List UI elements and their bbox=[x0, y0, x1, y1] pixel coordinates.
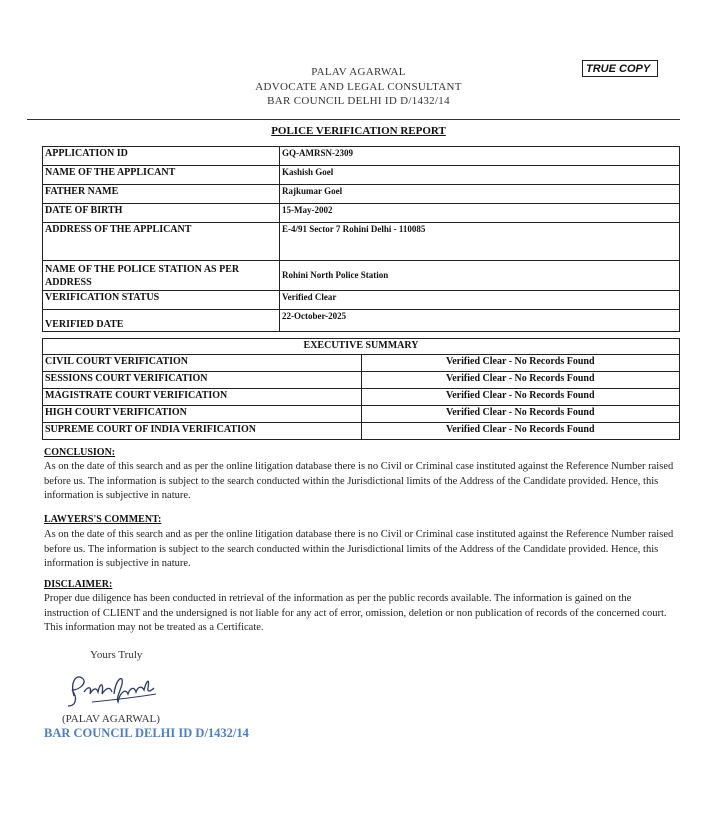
table-row bbox=[43, 147, 680, 166]
applicant-details-table bbox=[42, 146, 680, 332]
row-label: FATHER NAME bbox=[43, 185, 280, 204]
signature-icon bbox=[62, 668, 162, 710]
table-row bbox=[43, 406, 680, 423]
row-value: Kashish Goel bbox=[280, 166, 680, 185]
table-row bbox=[43, 204, 680, 223]
row-value: GQ-AMRSN-2309 bbox=[280, 147, 680, 166]
row-value: Verified Clear - No Records Found bbox=[361, 423, 680, 440]
row-label: DATE OF BIRTH bbox=[43, 204, 280, 223]
table-row bbox=[43, 261, 680, 291]
row-label: MAGISTRATE COURT VERIFICATION bbox=[43, 389, 362, 406]
executive-summary-table bbox=[42, 338, 680, 440]
table-row bbox=[43, 372, 680, 389]
row-value: 22-October-2025 bbox=[280, 310, 680, 332]
row-value: E-4/91 Sector 7 Rohini Delhi - 110085 bbox=[280, 223, 680, 261]
table-row bbox=[43, 423, 680, 440]
disclaimer-text: Proper due diligence has been conducted in retrieval of the information as per the public records available. The information is gained on the instruction of CLIENT and the undersigned is not liable for any act of error, omission, deletion or non publication of records of the concerned court. This information may not be treated as a Certificate. bbox=[44, 593, 667, 633]
row-label: APPLICATION ID bbox=[43, 147, 280, 166]
footer-bar-id: BAR COUNCIL DELHI ID D/1432/14 bbox=[44, 726, 249, 740]
table-row bbox=[43, 389, 680, 406]
row-value: Rajkumar Goel bbox=[280, 185, 680, 204]
row-label: SUPREME COURT OF INDIA VERIFICATION bbox=[43, 423, 362, 440]
row-value: Rohini North Police Station bbox=[280, 261, 680, 291]
row-label: HIGH COURT VERIFICATION bbox=[43, 406, 362, 423]
table-row bbox=[43, 355, 680, 372]
advocate-designation: ADVOCATE AND LEGAL CONSULTANT bbox=[255, 81, 462, 93]
row-label: SESSIONS COURT VERIFICATION bbox=[43, 372, 362, 389]
row-value: Verified Clear - No Records Found bbox=[361, 389, 680, 406]
lawyers-comment-text: As on the date of this search and as per the online litigation database there is no Civil or Criminal case instituted against the Reference Number raised before us. The information is subject to the search conducted within the Jurisdictional limits of the Address of the Candidate provided. Hence, this information is subjective in nature. bbox=[44, 529, 674, 569]
row-label: ADDRESS OF THE APPLICANT bbox=[43, 223, 280, 261]
handwritten-signature bbox=[62, 668, 162, 715]
row-label: VERIFICATION STATUS bbox=[43, 291, 280, 310]
header-divider bbox=[27, 119, 680, 120]
row-value: Verified Clear - No Records Found bbox=[361, 355, 680, 372]
signatory-name: (PALAV AGARWAL) bbox=[62, 713, 160, 725]
row-value: Verified Clear - No Records Found bbox=[361, 406, 680, 423]
summary-title: EXECUTIVE SUMMARY bbox=[43, 339, 680, 355]
row-label: VERIFIED DATE bbox=[43, 310, 280, 332]
row-value: 15-May-2002 bbox=[280, 204, 680, 223]
row-label: NAME OF THE POLICE STATION AS PER ADDRESS bbox=[43, 261, 280, 291]
row-value: Verified Clear bbox=[280, 291, 680, 310]
table-row bbox=[43, 166, 680, 185]
advocate-name: PALAV AGARWAL bbox=[311, 66, 406, 78]
table-row bbox=[43, 310, 680, 332]
salutation: Yours Truly bbox=[90, 649, 143, 661]
true-copy-stamp: TRUE COPY bbox=[582, 60, 658, 77]
row-value: Verified Clear - No Records Found bbox=[361, 372, 680, 389]
disclaimer-heading: DISCLAIMER: bbox=[44, 579, 113, 590]
conclusion-heading: CONCLUSION: bbox=[44, 447, 116, 458]
table-row bbox=[43, 185, 680, 204]
lawyers-comment-heading: LAWYERS'S COMMENT: bbox=[44, 514, 162, 525]
report-title: POLICE VERIFICATION REPORT bbox=[271, 125, 446, 137]
header-bar-id: BAR COUNCIL DELHI ID D/1432/14 bbox=[267, 95, 450, 107]
row-label: CIVIL COURT VERIFICATION bbox=[43, 355, 362, 372]
table-row bbox=[43, 223, 680, 261]
table-row bbox=[43, 291, 680, 310]
conclusion-text: As on the date of this search and as per the online litigation database there is no Civil or Criminal case instituted against the Reference Number raised before us. The information is subject to the search conducted within the Jurisdictional limits of the Address of the Candidate provided. Hence, this information is subjective in nature. bbox=[44, 461, 674, 501]
row-label: NAME OF THE APPLICANT bbox=[43, 166, 280, 185]
summary-header-row bbox=[43, 339, 680, 355]
